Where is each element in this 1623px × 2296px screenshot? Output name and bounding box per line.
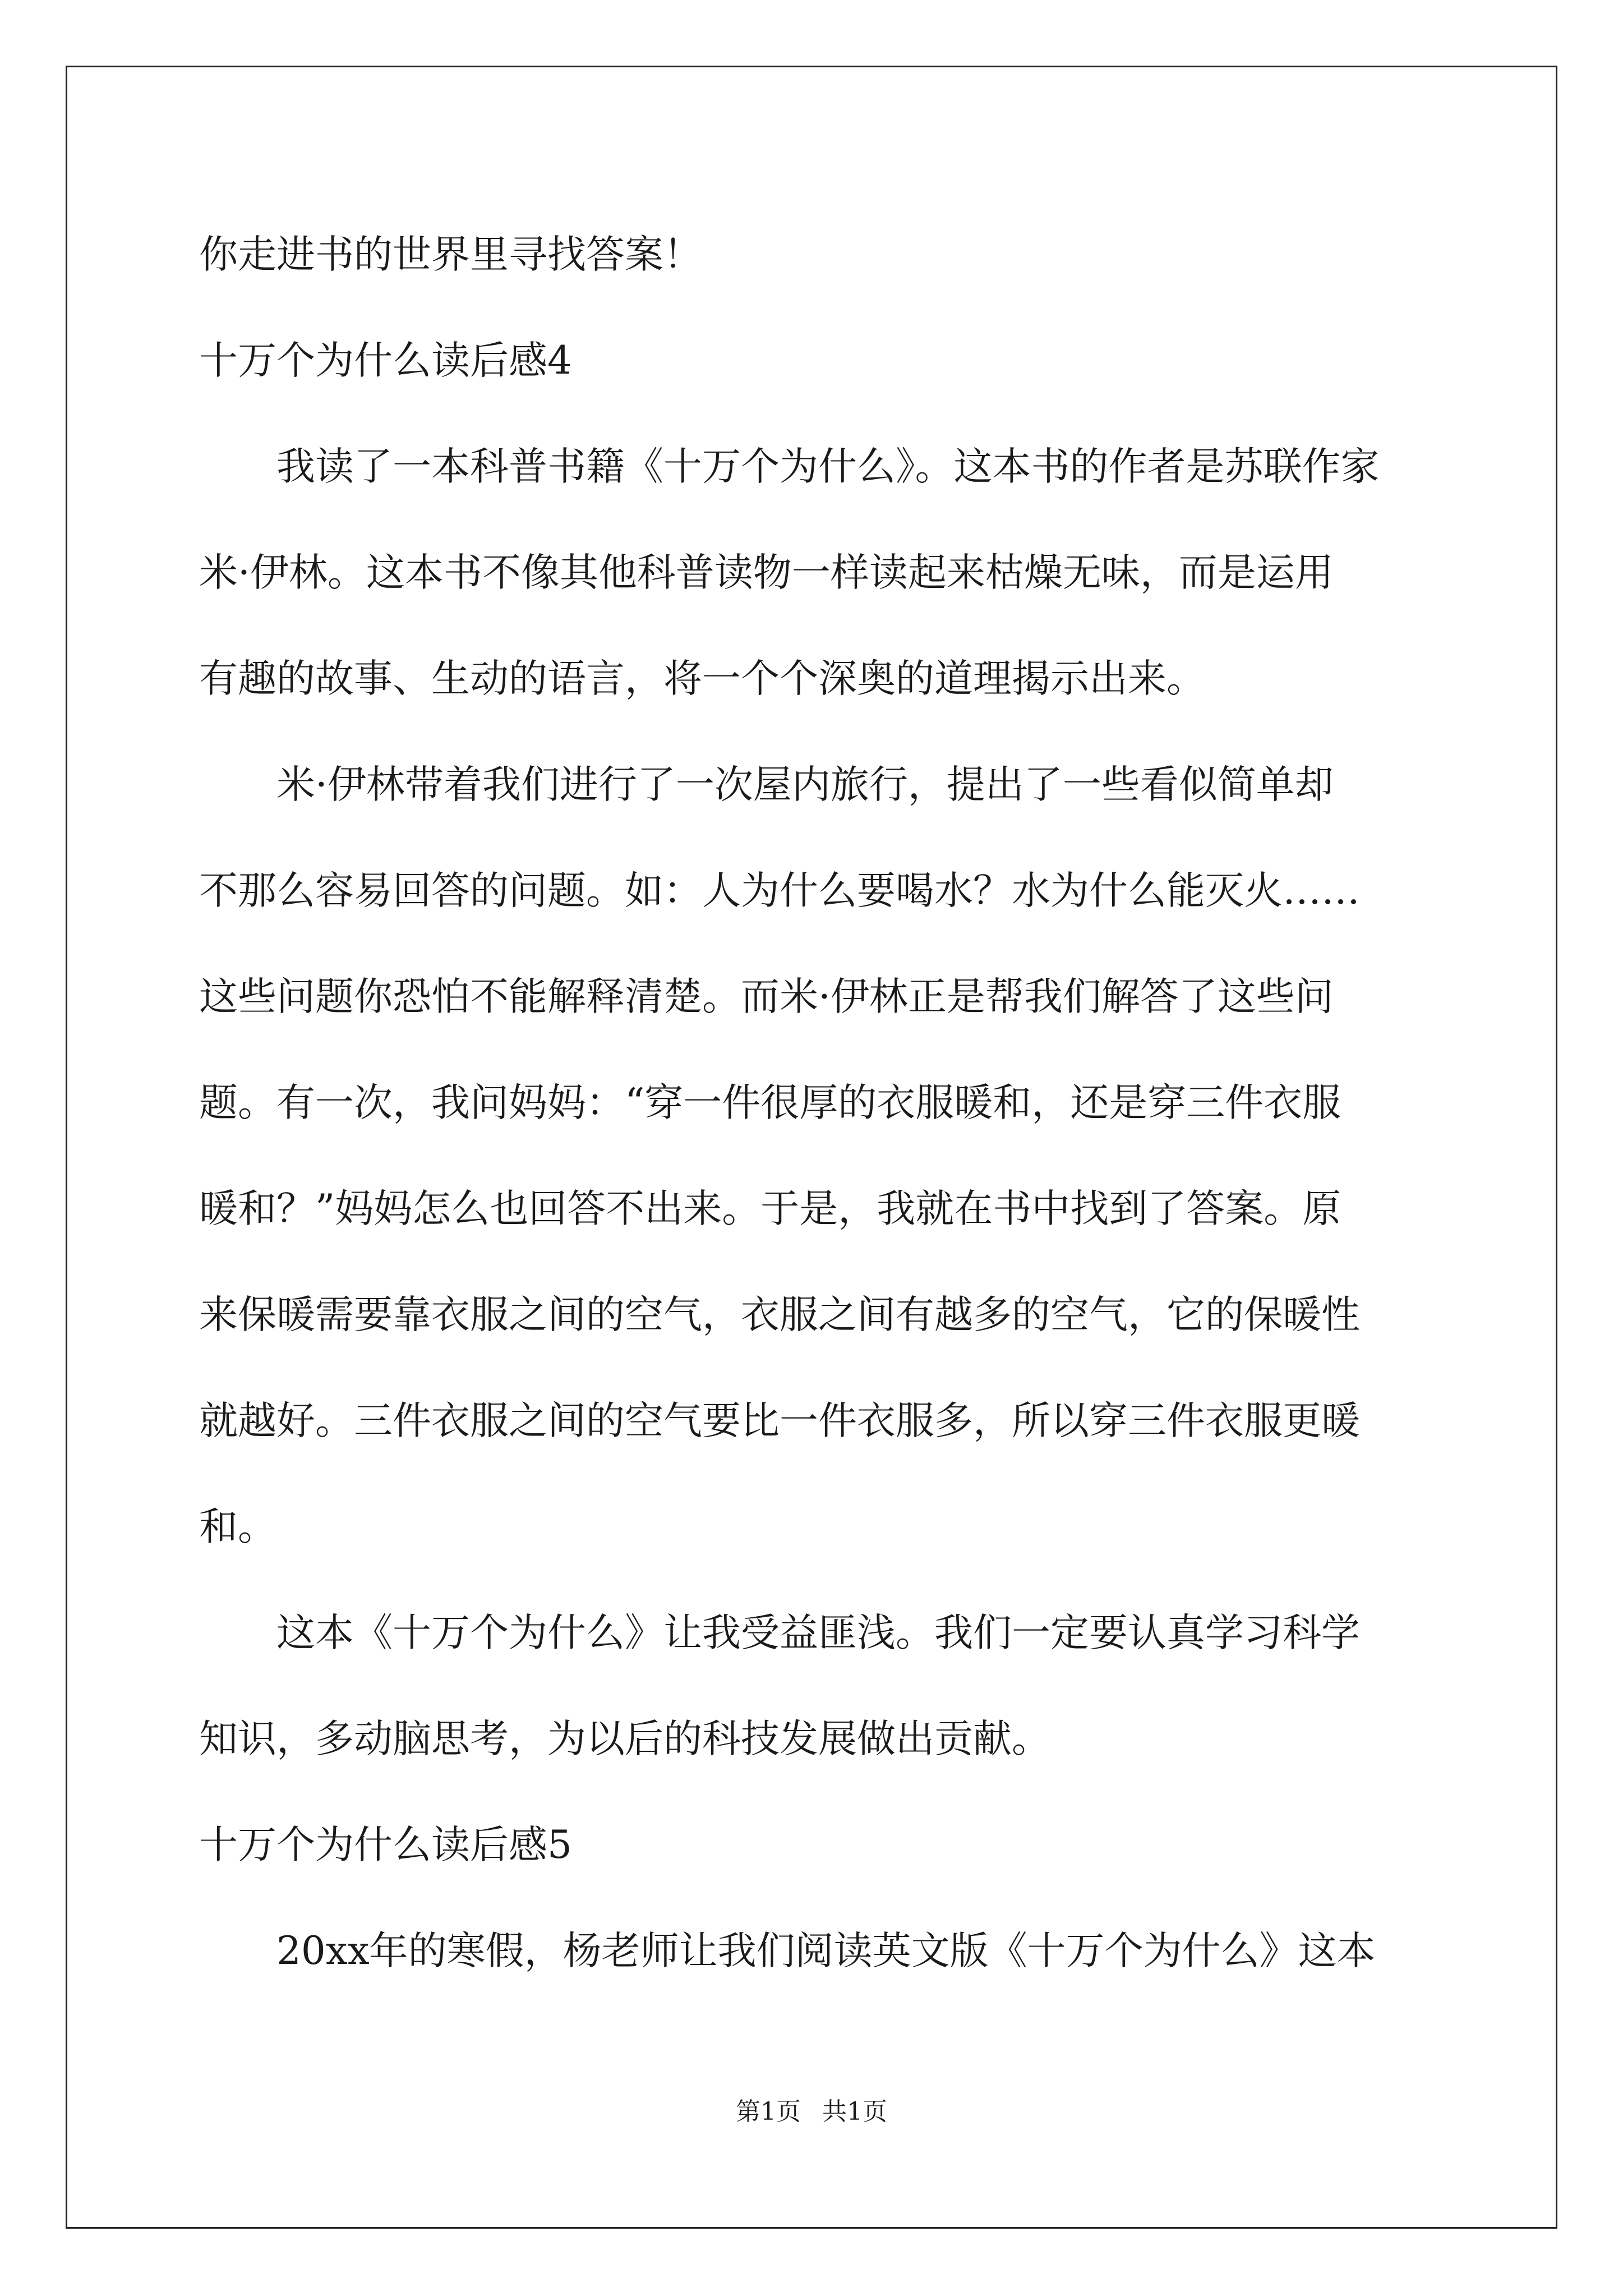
text-block xyxy=(199,1898,1433,2004)
text-line: 题。有一次，我问妈妈：“穿一件很厚的衣服暖和，还是穿三件衣服 xyxy=(199,1080,1341,1125)
text-block xyxy=(199,202,1433,308)
text-line: 知识，多动脑思考，为以后的科技发展做出贡献。 xyxy=(199,1717,1050,1761)
text-line: 你走进书的世界里寻找答案！ xyxy=(199,232,702,277)
page-number: 第1页 xyxy=(736,2097,801,2126)
text-line: 来保暖需要靠衣服之间的空气，衣服之间有越多的空气，它的保暖性 xyxy=(199,1292,1360,1337)
text-line: 不那么容易回答的问题。如：人为什么要喝水？水为什么能灭火…… xyxy=(199,868,1360,913)
text-block xyxy=(199,414,1433,732)
text-line: 就越好。三件衣服之间的空气要比一件衣服多，所以穿三件衣服更暖 xyxy=(199,1398,1360,1443)
text-line: 这些问题你恐怕不能解释清楚。而米·伊林正是帮我们解答了这些问 xyxy=(199,974,1334,1019)
section-heading xyxy=(199,1792,1433,1898)
text-line: 20xx年的寒假，杨老师让我们阅读英文版《十万个为什么》这本 xyxy=(276,1929,1376,1973)
text-line: 有趣的故事、生动的语言，将一个个深奥的道理揭示出来。 xyxy=(199,656,1205,701)
text-block xyxy=(199,1580,1433,1792)
text-line: 暖和？”妈妈怎么也回答不出来。于是，我就在书中找到了答案。原 xyxy=(199,1186,1341,1231)
text-block xyxy=(199,732,1433,1580)
document-body xyxy=(199,202,1433,2004)
text-line: 这本《十万个为什么》让我受益匪浅。我们一定要认真学习科学 xyxy=(276,1611,1360,1655)
text-line: 我读了一本科普书籍《十万个为什么》。这本书的作者是苏联作家 xyxy=(276,444,1380,489)
heading-text: 十万个为什么读后感4 xyxy=(199,338,572,383)
page-footer xyxy=(0,2095,1623,2129)
page-total: 共1页 xyxy=(822,2097,887,2126)
text-line: 和。 xyxy=(199,1504,276,1549)
heading-text: 十万个为什么读后感5 xyxy=(199,1823,572,1867)
text-line: 米·伊林带着我们进行了一次屋内旅行，提出了一些看似简单却 xyxy=(276,762,1334,807)
section-heading xyxy=(199,308,1433,414)
text-line: 米·伊林。这本书不像其他科普读物一样读起来枯燥无味，而是运用 xyxy=(199,550,1334,595)
